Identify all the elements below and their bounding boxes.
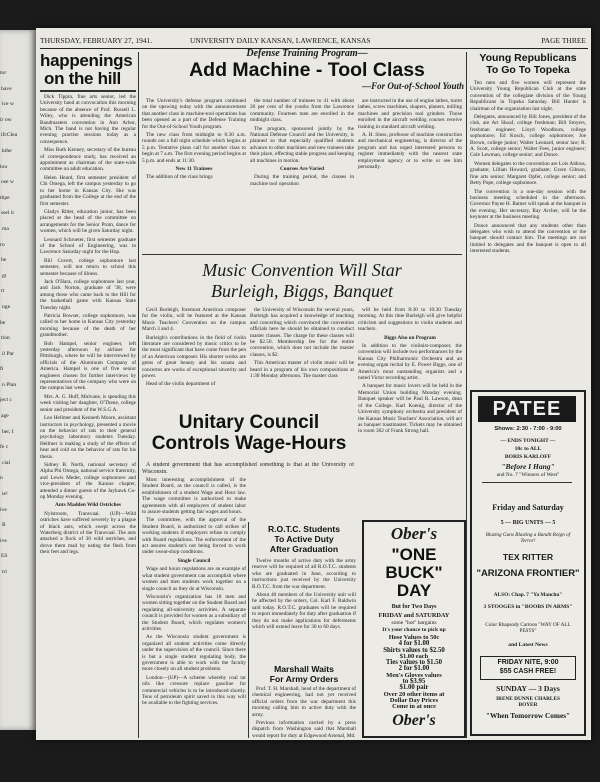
previous-page-fragment: il Par (2, 350, 14, 357)
patee-cash: $55 CASH FREE! (499, 668, 557, 675)
happenings-item-paragraph: Leonard Schroeter, first semester graduate of the School of Engineering, was in Lawrence Saturday night for the Hop. (40, 236, 136, 256)
unitary-subhead: Single Council (177, 557, 211, 564)
previous-page-fragment: ma (2, 225, 9, 232)
patee-logo: PATEE (478, 396, 576, 422)
music-subhead: Biggs Also on Program (384, 334, 436, 341)
defense-subhead: Courses Are Varied (279, 166, 325, 173)
yr-paragraph: The convention is a one-day session with the business meeting scheduled in the afternoon. Governor Payne H. Ratner will speak at the banquet in the evening. Her secretary, Ray Archer, will be the keynoter at the business meeting. (470, 188, 586, 221)
patee-western-star: TEX RITTER (502, 552, 554, 562)
rotc-headline-1: R.O.T.C. Students (267, 524, 341, 534)
obers-item-line: Ties values to $1.50 (385, 659, 443, 667)
obers-chance: It's your chance to pick up (382, 627, 446, 633)
happenings-item-paragraph: Helen Heard, first semester president of Chi Omega, left the campus yesterday to go to her home in Kansas City. She was graduated from the College at the end of the first semester. (40, 174, 136, 207)
patee-chapter: ALSO: Chap. 7 "Ya Manchu" (493, 592, 563, 598)
patee-stooges: 3 STOOGES in "BOOBS IN ARMS" (483, 604, 573, 610)
folio-date: THURSDAY, FEBRUARY 27, 1941. (40, 36, 153, 45)
defense-paragraph: The new class from midnight to 6:30 a.m. rounds out a full night schedule which begins at 5 p.m. Tentative plans call for another class to begin at 7 a.m. The first evening period begins at 5 p.m. and ends at 11:30. (142, 132, 246, 164)
patee-cash-box (480, 656, 576, 680)
previous-page-fragment: fe c (0, 444, 9, 451)
unitary-lead-text: A student government that has accomplished something is that at the University of Wisconsin. (142, 462, 354, 475)
previous-page-fragment: fi (0, 366, 4, 373)
marshall-column (252, 686, 356, 738)
happenings-item-paragraph: Bob Hampel, senior engineer, left yesterday afternoon by airliner for Pittsburgh, where he will be interviewed by officials of the Aluminum Company of America. Hampel is one of five senior engineers chosen for further interviews by representatives of the company who were on the campus last week. (40, 340, 136, 392)
happenings-item-paragraph: Sidney B. North, national secretary of Alpha Phi Omega, national service fraternity, and Lewis Meder, college sophomore and vice-president of the Kansas chapter, attended a dinner guests of the Jayhawk Co-op Monday evening. (40, 461, 136, 500)
previous-page-fragment: tion (1, 335, 10, 342)
unitary-paragraph: Wage and hours regulations are an example of what student government can accomplish where women and men students work together on a single council as they do at Wisconsin. (142, 566, 246, 592)
previous-page-fragment: ES (1, 553, 8, 560)
music-paragraph: Burleigh's contributions in the field of violin literature are considered by music critics to be the most significant that have come from the pen of an American composer. His shorter works are gems of great beauty and his sonata and concertos are works of exceptional sincerity and power. (142, 334, 246, 380)
happenings-title-1: happenings (40, 51, 133, 70)
patee-ends: — ENDS TONIGHT — (500, 438, 556, 444)
defense-column-2 (250, 98, 354, 252)
obers-item-line: Hose Values to 50c (388, 634, 440, 641)
music-paragraph: Head of the violin department of (146, 381, 216, 388)
obers-tagline-2: BUCK" (385, 563, 443, 582)
music-paragraph: the University of Wisconsin for several years, Burleigh has acquired a knowledge of teaching and concerting which convinced the convention officials here he should be obtained to conduct master classes. The charge for these classes will be $2.50. Membership fee for the entire convention, which does not include the master classes, is $2. (250, 307, 354, 358)
patee-news: and Latest News (508, 642, 548, 648)
previous-page-fragment: cial (2, 459, 11, 466)
music-column-3 (358, 307, 462, 521)
yr-headline-1: Young Republicans (479, 52, 577, 64)
patee-serial: and No. 7 "Winners of West" (496, 472, 560, 478)
music-headline-1: Music Convention Will Star (202, 260, 402, 280)
previous-page-fragment: rt (1, 288, 5, 295)
yr-headline-2: To Go To Topeka (486, 64, 570, 76)
music-paragraph: This American master of violin music will be heard in a program of his own compositions at 1:30 Monday afternoon. The master class (250, 360, 354, 380)
previous-page-fragment: n (0, 475, 3, 482)
defense-paragraph: During the training period, the classes in machine tool operation (250, 174, 354, 187)
patee-sunday-title: "When Tomorrow Comes" (485, 711, 571, 720)
obers-logo-footer: Ober's (392, 712, 436, 729)
unitary-headline-2: Controls Wage-Hours (151, 433, 347, 454)
marshall-header (252, 664, 356, 688)
patee-days: Friday and Saturday (492, 503, 564, 512)
happenings-title-2: on the hill (44, 69, 121, 88)
previous-page-fragment: have (1, 85, 12, 92)
marshall-paragraph: Prof. T. H. Marshall, head of the department of chemical engineering, had not yet received official orders from the war department this morning calling him to active duty with the army. (252, 686, 356, 718)
defense-paragraph: are instructed in the use of engine lathes, turret lathes, screw machines, shapers, planers, milling machines and precision tool grinders. Those enrolled in the aircraft welding courses receive training in standard aircraft welding. (358, 98, 462, 130)
folio-publication: UNIVERSITY DAILY KANSAN, LAWRENCE, KANSAS (190, 36, 371, 45)
unitary-paragraph: Most interesting accomplishment of the Student Board, as the council is called, is the establishment of a student Wage and Hour law. The wage committee is authorized to make agreements with all employers of student labor to assure students getting fair wages and hours. (142, 477, 246, 516)
patee-sunday: SUNDAY — 3 Days (496, 684, 560, 693)
music-paragraph: In addition to the violinist-composer, the convention will include two performances by the Kansas City Philharmonic Orchestra and an evening organ recital by E. Power Biggs, one of America's most outstanding organists and a noted Victor recording artist. (358, 343, 462, 382)
happenings-item-paragraph: Miss Ruth Kenney, secretary of the bureau of correspondence study, has received an appointment as chairman of the state-wide committee on adult education. (40, 147, 136, 173)
unitary-column (142, 477, 246, 738)
unitary-paragraph: Wisconsin's organization has 18 men and women sitting together on the Student Board and regulating all-university activities. A separate council is provided for women as a subsidiary of the Student Board, which regulates women's activities. (142, 593, 246, 632)
unitary-paragraph: As the Wisconsin student government is organized all student activities come directly under the supervision of the council. Since there is but a single student regulating body, the government is able to work with the faculty more closely on all student problems. (142, 634, 246, 673)
happenings-item-subhead: Ants Madden Wild Ostriches (55, 502, 121, 509)
patee-divider (482, 482, 572, 483)
previous-page-fragment: n Plan (2, 381, 17, 388)
music-paragraph: A banquet for music lovers will be held in the Memorial Union building Monday evening. Banquet speaker will be Paul R. Lawson, dean of the College. Karl Koenig, director of the University symphony orchestra and president of the Kansas Music Teachers' Association, will act as banquet toastmaster. Tickets may be obtained in room 302 of Frank Strong hall. (358, 383, 462, 435)
folio-page-number: PAGE THREE (541, 36, 586, 45)
previous-page-fragment: age (1, 413, 9, 420)
defense-headline: Add Machine - Tool Class (189, 59, 425, 81)
unitary-paragraph: London—(UP)—A scheme whereby coal tar oils like creosote replace gasoline for commercial vehicles is to be introduced shortly. Tens of petroleum spirit saved in this way will be available to the fighting services. (142, 674, 246, 707)
patee-western-title: "ARIZONA FRONTIER" (476, 568, 580, 579)
unitary-header (142, 412, 356, 458)
marshall-headline-1: Marshall Waits (274, 664, 334, 674)
patee-price: 10c to ALL (514, 446, 542, 452)
happenings-rule (40, 90, 136, 92)
yr-paragraph: Donce announced that any students other than delegates who wish to attend the convention or the banquet should contact him. The meetings are not limited to delegates and the banquet is open to all interested students. (470, 222, 586, 255)
patee-star: BORIS KARLOFF (504, 454, 552, 460)
previous-page-fragment: gt (2, 272, 7, 279)
previous-page-fragment: ber, I (2, 428, 14, 435)
happenings-column (40, 94, 136, 738)
obers-tagline-3: DAY (396, 581, 432, 600)
obers-item-line: Dollar Day Prices (389, 696, 439, 704)
previous-page-fragment: lou (0, 163, 8, 170)
obers-item-line: Shirts values to $2.50 (383, 646, 445, 654)
obers-but-for: But for Two Days (391, 604, 437, 610)
obers-item-list (364, 635, 464, 711)
defense-paragraph: A. H. Sluss, professor of machine construction and mechanical engineering, is director of the program and has urged interested persons to register immediately with the nearest state employment agency or to write or see him personally. (358, 132, 462, 171)
unitary-paragraph: The committee, with the approval of the Student Board, is authorized to call strikes of working students if employers refuse to comply with Board regulations. The enforcement of the act assures student's not being forced to work under sweat-shop conditions. (142, 517, 246, 556)
defense-subhead: New 11 Trainees (175, 166, 213, 173)
column-rule-right (466, 52, 467, 738)
folio-line (40, 34, 588, 49)
previous-page-fragment: tri (2, 569, 7, 575)
happenings-item-paragraph: Bill Covert, college sophomore last semester, will not return to school this semester because of illness. (40, 257, 136, 277)
patee-shows: Shows: 2:30 - 7:00 - 9:00 (494, 426, 562, 432)
previous-page-fragment: ive (0, 506, 7, 513)
yr-paragraph: Women delegates to the convention are Lois Aldous, graduate; Lillian Howard, graduate; Grace Gibson, fine arts senior; Margaret Opfer, college senior; and Betty Pope, college sophomore. (470, 160, 586, 187)
happenings-item-paragraph: Patricia Bowser, college sophomore, was called to her home in Kansas City yesterday morning because of the death of her grandmother. (40, 313, 136, 339)
music-paragraph: will be held from 8:30 to 10:30 Tuesday morning. At this time Burleigh will give helpful criticism and suggestions to violin students and teachers. (358, 307, 462, 333)
music-column-2 (250, 307, 354, 409)
previous-page-fragment: R (2, 522, 6, 529)
music-column-1 (142, 307, 246, 409)
previous-page-fragment: ject c (0, 397, 12, 404)
defense-paragraph: The University's defense program continued on the upswing today with the announcement that another class in machine-tool operations has been opened as a part of the Defense Training for the Out-of-School Youth program. (142, 98, 246, 130)
defense-paragraph: The program, sponsored jointly by the National Defense Council and the University, is planned so that especially qualified students advance to other machines and new trainees take their place, effecting stable progress and keeping all machines in motion. (250, 125, 354, 164)
column-rule-rotc (248, 522, 249, 738)
previous-page-fragment: tor (0, 70, 7, 76)
newspaper-page (36, 28, 591, 740)
yr-paragraph: Ten men and five women will represent the University Young Republican Club at the state convention of the collegiate division of the Young Republicans in Topeka Saturday. Bill Hunter is chairman of the organization last night. (470, 80, 586, 112)
previous-page-fragment: ssel ir (1, 210, 15, 217)
happenings-item-paragraph: Gladys Ritter, education junior, has been placed at the head of the committee on arrangements for the Senior Prom, dance for women, which will be given Saturday night. (40, 208, 136, 235)
patee-friday-nite: FRIDAY NITE, 9:00 (497, 659, 559, 666)
yr-column (470, 80, 586, 388)
music-paragraph: Cecil Burleigh, foremost American composer for the violin, will be featured at the Kansas Music Teachers' Convention on the campus March 3 and 4. (142, 307, 246, 333)
happenings-item-paragraph: Dick Tippin, fine arts senior, led the University band at convocation this morning because of the absence of Prof. Russell L. Wiley, who is attending the American Bandmasters convention in Ann Arbor, Mich. The band is not having the regular evening practise sessions today as a consequence. (40, 94, 136, 145)
previous-page-fragment: ie! (2, 491, 8, 498)
obers-tagline-1: "ONE (391, 545, 437, 564)
obers-days: FRIDAY and SATURDAY (378, 612, 450, 619)
obers-item-line: 4 for $1.00 (398, 640, 430, 648)
defense-paragraph: the total number of trainees to 41 with about 20 per cent of the youths from the Lawrence community. Fourteen men are enrolled in the midnight class. (250, 98, 354, 124)
patee-cartoon: Color Rhapsody Cartoon "WAY OF ALL PESTS" (485, 622, 571, 635)
rotc-headline-3: After Graduation (269, 544, 339, 554)
yr-paragraph: Delegates, announced by Bill Jones, president of the club, are Art Shoaf, college freshman; Bill Smyers, freshman engineer; Lloyd Woodburn, college sophomore; Ed Kosch, college sophomore; Joe Brown, college junior; Walter Leonard, senior law; R. A. Scott, college senior; Walter Fees, junior engineer; Cole Lewman, college senior; and Donce. (470, 114, 586, 159)
rotc-paragraph: Twelve months of active duty with the army reserve will be required of all R.O.T.C. students who are graduated in June, according to instructions just received by the University R.O.T.C. from the war department. (252, 558, 356, 590)
previous-page-fragment: nge (2, 303, 11, 310)
unitary-headline-1: Unitary Council (178, 412, 320, 433)
music-header (142, 260, 462, 306)
defense-paragraph: The addition of the class brings (146, 174, 213, 181)
previous-page-fragment: be (0, 319, 6, 326)
music-top-rule (142, 254, 462, 255)
previous-page-fragment: kthe (2, 147, 12, 154)
obers-logo: Ober's (390, 524, 438, 543)
obers-item-line: Come in at once (392, 703, 436, 711)
defense-kicker: Defense Training Program— (246, 48, 368, 59)
obers-some: some "hot" bargains (391, 620, 437, 626)
unitary-lead (142, 462, 354, 476)
rotc-column (252, 558, 356, 662)
patee-big-guns: 5 — BIG UNITS — 5 (500, 520, 556, 526)
previous-page-fragment: ifcClea (1, 132, 18, 139)
marshall-headline-2: For Army Orders (269, 674, 339, 684)
previous-page-fragment: ro (0, 241, 5, 248)
defense-column-3 (358, 98, 462, 252)
happenings-item-paragraph: Jack O'Hara, college sophomore last year, and Jack Norton, graduate of '38, were among those who came back to the Hill for the basketball game with Kansas State Tuesday night. (40, 278, 136, 311)
obers-item-line: $1.00 pair (399, 684, 429, 692)
patee-sunday-stars: IRENE DUNNE CHARLES BOYER (496, 696, 560, 709)
marshall-paragraph: Previous information carried by a press dispatch from Washington said that Marshall would report for duty at Edgewood Arsenal, Md. (252, 720, 356, 738)
column-rule-1 (138, 52, 139, 738)
patee-flash: Blazing Guns Blasting a Bandit Reign of Terror! (485, 532, 571, 545)
happenings-item-paragraph: Mrs. A. G. Huff, Mulvane, is spending this week visiting her daughter, O'Thene, college senior and president of the W.S.G.A. (40, 393, 136, 413)
previous-page-text (0, 30, 36, 576)
obers-item-line: 2 for $1.00 (398, 665, 430, 673)
obers-ad (362, 520, 466, 738)
obers-item-line: Over 20 other items at (383, 690, 445, 698)
previous-page-fragment: ive (0, 537, 7, 544)
defense-subhead: —For Out-of-School Youth (362, 81, 464, 91)
previous-page-fragment: be (1, 257, 7, 264)
defense-column-1 (142, 98, 246, 252)
obers-item-line: Men's Gloves values (386, 671, 442, 679)
happenings-item-paragraph: Nylstroom, Transvaal. (UP)—Wild ostriches have suffered severely by a plague of black ants, which swept across the Waterberg district of the Transvaal. The ants attacked a flock of 30 wild ostriches, and drove them mad by eating the flesh from their feet and legs. (40, 510, 136, 556)
previous-page-fragment: ice w (2, 101, 14, 108)
patee-feature: "Before I Hang" (501, 462, 555, 471)
previous-page-fragment: thpe (0, 194, 10, 201)
rotc-paragraph: About 40 members of the University unit will be affected by the orders, Col. Karl F. Baldwin said today. R.O.T.C. graduates will be required to report immediately for duty after graduation if they do not make applications for deferments which will extend leave for 30 to 60 days. (252, 592, 356, 631)
previous-page-fragment: ir ow (0, 116, 12, 123)
patee-ad (470, 390, 586, 736)
happenings-item-paragraph: Leo Hellmer and Kenneth Moore, assistant instructors in psychology, presented a movie on the behavior of rats to their general psychology laboratory students Tuesday. Hellmer is making a study of the effects of heat and cold on the behavior of rats for his thesis. (40, 415, 136, 460)
obers-item-line: $1.00 each (399, 652, 429, 660)
obers-item-line: to $3.95 (402, 678, 426, 686)
rotc-headline-2: To Active Duty (274, 534, 334, 544)
music-headline-2: Burleigh, Biggs, Banquet (211, 281, 393, 301)
previous-page-fragment: ose w (1, 179, 14, 186)
previous-page-edge (0, 30, 36, 730)
